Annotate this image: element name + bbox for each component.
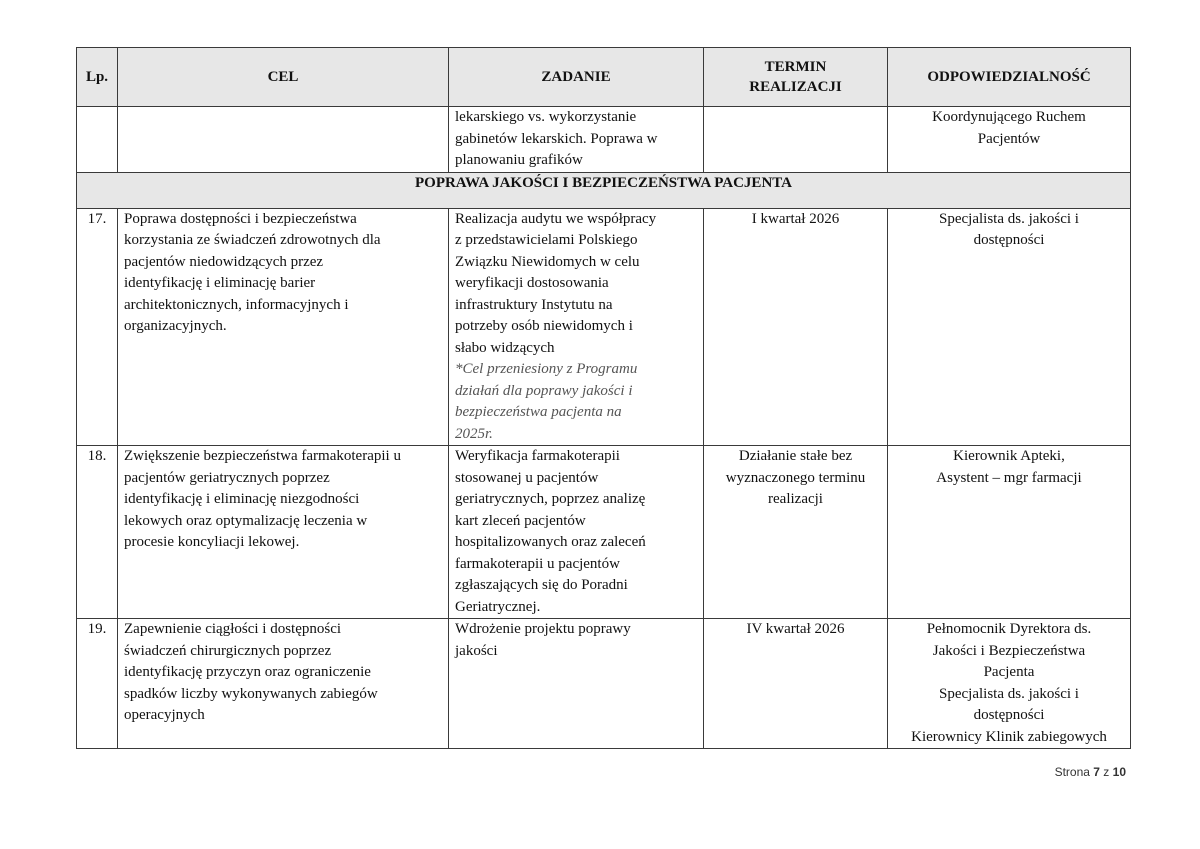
cel-line: świadczeń chirurgicznych poprzez [124,642,332,659]
odp-line: Kierownik Apteki, [953,448,1065,464]
header-cel: CEL [118,48,449,107]
row-odpowiedzialnosc [888,208,1131,446]
zadanie-line: Związku Niewidomych w celu [455,253,640,270]
continued-odpowiedzialnosc-cell [888,107,1131,173]
zadanie-line: Realizacja audytu we współpracy [455,210,657,227]
zadanie-line: słabo widzących [455,339,555,356]
table-row [77,208,1131,446]
table-row [77,446,1131,619]
zadanie-line: Weryfikacja farmakoterapii [455,448,620,464]
termin-line: Działanie stałe bez [738,448,853,464]
row-odpowiedzialnosc [888,446,1131,619]
continued-odp-line: Pacjentów [977,130,1041,147]
header-lp: Lp. [77,48,118,107]
zadanie-line: kart zleceń pacjentów [455,512,586,529]
row-lp: 17. [77,208,118,446]
cel-line: organizacyjnych. [124,318,227,334]
row-termin [704,208,888,446]
cel-line: architektonicznych, informacyjnych i [124,296,349,313]
zadanie-line: geriatrycznych, poprzez analizę [455,491,646,507]
row-cel [118,208,449,446]
zadanie-line: potrzeby osób niewidomych i [455,318,633,334]
header-termin [704,48,888,107]
zadanie-line: hospitalizowanych oraz zaleceń [455,534,646,550]
zadanie-note-line: działań dla poprawy jakości i [455,382,633,399]
odp-line: Specjalista ds. jakości i [939,210,1079,227]
odp-line: Asystent – mgr farmacji [936,469,1082,486]
row-termin [704,446,888,619]
odp-line: Kierownicy Klinik zabiegowych [911,728,1107,745]
continued-cel-cell [118,107,449,173]
zadanie-line: farmakoterapii u pacjentów [455,555,620,572]
odp-line: dostępności [973,232,1045,248]
section-title: POPRAWA JAKOŚCI I BEZPIECZEŃSTWA PACJENTA [77,172,1131,208]
termin-line: wyznaczonego terminu [725,469,866,486]
cel-line: operacyjnych [124,707,205,723]
row-cel [118,619,449,749]
page-number-total: 10 [1112,765,1126,779]
cel-line: pacjentów niedowidzących przez [124,253,324,270]
cel-line: identyfikację i eliminację barier [124,275,316,291]
cel-line: Poprawa dostępności i bezpieczeństwa [124,210,357,227]
cel-line: Zapewnienie ciągłości i dostępności [124,621,342,637]
continued-zadanie-line: gabinetów lekarskich. Poprawa w [455,130,658,147]
row-odpowiedzialnosc [888,619,1131,749]
header-termin-line1: TERMIN [764,59,827,75]
zadanie-line: z przedstawicielami Polskiego [455,232,638,248]
cel-line: korzystania ze świadczeń zdrowotnych dla [124,232,381,248]
odp-line: Pełnomocnik Dyrektora ds. [926,621,1092,637]
cel-line: identyfikację i eliminację niezgodności [124,491,360,507]
row-zadanie [449,446,704,619]
zadanie-line: stosowanej u pacjentów [455,469,599,486]
header-termin-line2: REALIZACJI [749,79,842,95]
odp-line: Jakości i Bezpieczeństwa [932,642,1086,659]
page-number-current: 7 [1093,765,1100,779]
page-number [1055,765,1126,779]
continued-zadanie-line: planowaniu grafików [455,152,583,168]
cel-line: procesie koncyliacji lekowej. [124,534,300,550]
continued-termin-cell [704,107,888,173]
zadanie-note-line: 2025r. [455,425,493,442]
cel-line: Zwiększenie bezpieczeństwa farmakoterapii u [124,448,401,464]
header-row [77,48,1131,107]
row-lp: 19. [77,619,118,749]
cel-line: pacjentów geriatrycznych poprzez [124,469,330,486]
termin-line: realizacji [768,491,823,507]
table-row-continued [77,107,1131,173]
row-zadanie [449,208,704,446]
page-number-of: z [1103,765,1110,779]
zadanie-line: infrastruktury Instytutu na [455,296,613,313]
section-row [77,172,1131,208]
row-lp: 18. [77,446,118,619]
termin-line: IV kwartał 2026 [746,621,845,637]
header-zadanie: ZADANIE [449,48,704,107]
row-termin [704,619,888,749]
table-row [77,619,1131,749]
zadanie-line: zgłaszających się do Poradni [455,577,628,593]
row-zadanie [449,619,704,749]
zadanie-note-line: *Cel przeniesiony z Programu [455,361,638,377]
odp-line: Specjalista ds. jakości i [939,685,1079,702]
continued-odp-line: Koordynującego Ruchem [932,109,1086,125]
page-number-prefix: Strona [1054,765,1090,779]
zadanie-note-line: bezpieczeństwa pacjenta na [455,404,622,420]
continued-lp-cell [77,107,118,173]
zadanie-line: Wdrożenie projektu poprawy [455,621,631,637]
odp-line: dostępności [973,707,1045,723]
cel-line: spadków liczby wykonywanych zabiegów [124,685,378,702]
zadanie-line: Geriatrycznej. [455,598,541,615]
zadanie-line: jakości [455,642,498,659]
cel-line: lekowych oraz optymalizację leczenia w [124,512,368,529]
continued-zadanie-cell [449,107,704,173]
odp-line: Pacjenta [983,664,1035,680]
action-plan-table [76,47,1131,749]
row-cel [118,446,449,619]
continued-zadanie-line: lekarskiego vs. wykorzystanie [455,109,637,125]
cel-line: identyfikację przyczyn oraz ograniczenie [124,664,371,680]
header-odpowiedzialnosc: ODPOWIEDZIALNOŚĆ [888,48,1131,107]
termin-line: I kwartał 2026 [751,210,840,227]
zadanie-line: weryfikacji dostosowania [455,275,609,291]
